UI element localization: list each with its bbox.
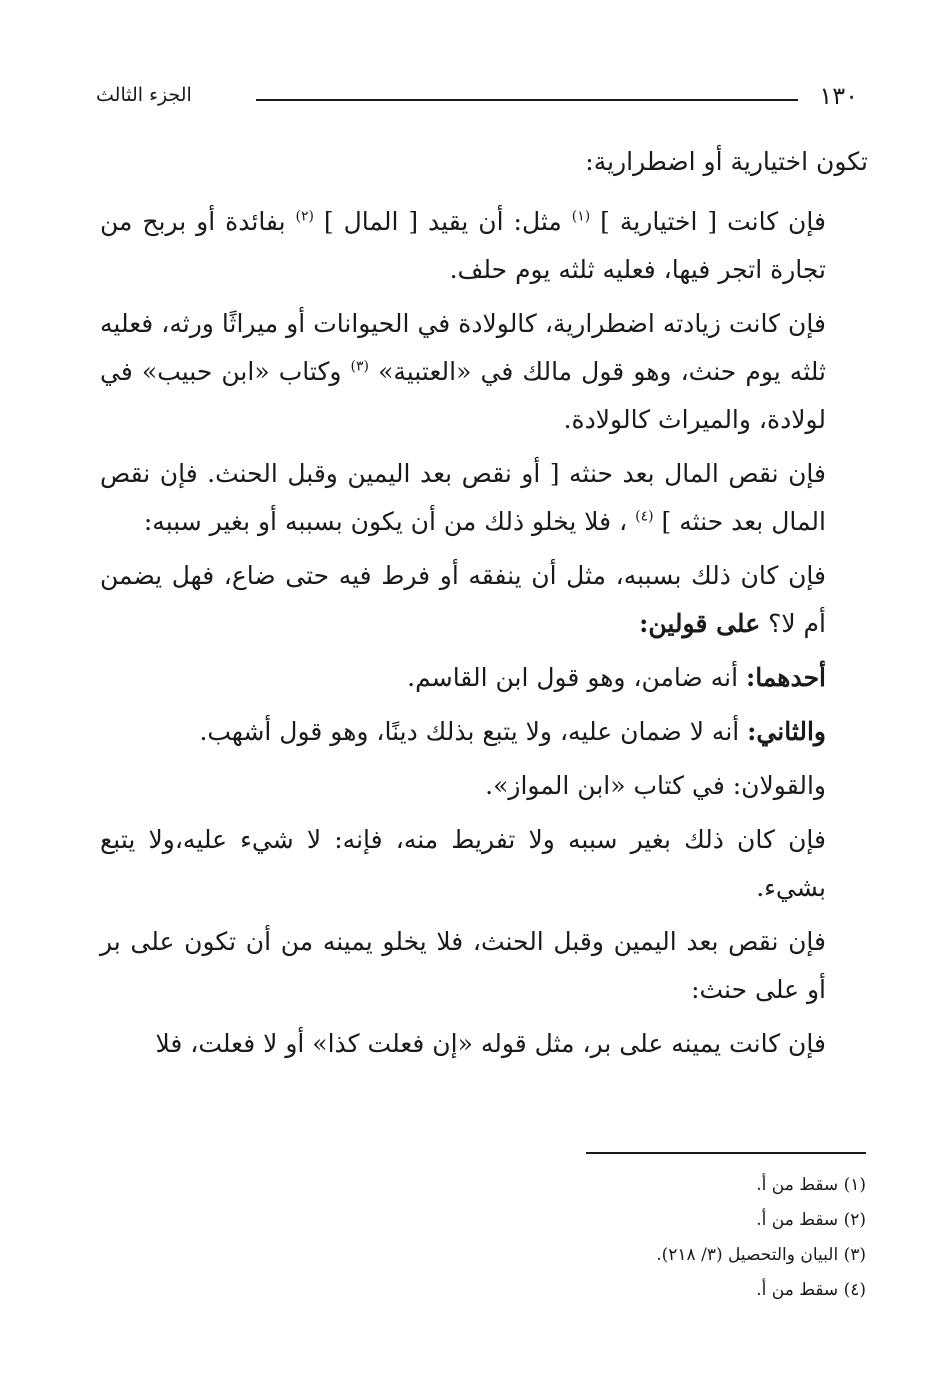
footnote-rule xyxy=(586,1152,866,1154)
paragraph: فإن كانت يمينه على بر، مثل قوله «إن فعلت كذا» أو لا فعلت، فلا xyxy=(155,1029,826,1058)
footnote-ref: (٣) xyxy=(350,358,369,375)
page-number: ١٣٠ xyxy=(819,82,858,110)
paragraph: والقولان: في كتاب «ابن المواز». xyxy=(485,771,826,800)
footnote-ref: (١) xyxy=(571,208,591,225)
paragraph: فإن نقص بعد اليمين وقبل الحنث، فلا يخلو يمينه من أن تكون على بر أو على حنث: xyxy=(100,927,826,1004)
paragraph: فإن كان ذلك بسببه، مثل أن ينفقه أو فرط فيه حتى ضاع، فهل يضمن أم لا؟ على قولين: xyxy=(100,561,826,638)
paragraph: فإن كانت [ اختيارية ] $^{(١)}$ مثل: أن يقيد [ المال ] $^{(٢)}$ بفائدة أو بربح من تجارة اتجر فيها، فعليه ثلثه يوم حلف. xyxy=(100,207,826,284)
footnote-ref: (٤) xyxy=(635,508,654,525)
footnotes xyxy=(366,1168,866,1308)
paragraph: أحدهما: أنه ضامن، وهو قول ابن القاسم. xyxy=(407,663,826,692)
page-header xyxy=(96,82,858,118)
footnote-ref: (٢) xyxy=(295,208,314,225)
paragraph: فإن كان ذلك بغير سببه ولا تفريط منه، فإنه: لا شيء عليه،ولا يتبع بشيء. xyxy=(100,825,826,902)
bold-lead: والثاني: xyxy=(747,717,826,746)
paragraph: تكون اختيارية أو اضطرارية: xyxy=(585,147,868,176)
main-text xyxy=(100,138,868,1074)
footnote: (٢) سقط من أ. xyxy=(756,1210,866,1230)
paragraph: فإن نقص المال بعد حنثه [ أو نقص بعد اليمين وقبل الحنث. فإن نقص المال بعد حنثه ] $^{(٤)}$ ، فلا يخلو ذلك من أن يكون بسببه أو بغير سببه: xyxy=(100,459,826,536)
paragraph: فإن كانت زيادته اضطرارية، كالولادة في الحيوانات أو ميراثًا ورثه، فعليه ثلثه يوم حنث، وهو قول مالك في «العتبية» $^{(٣)}$ وكتاب «ابن حبيب» في لولادة، والميراث كالولادة. xyxy=(100,309,826,434)
footnote: (٣) البيان والتحصيل (٣/ ٢١٨). xyxy=(656,1245,866,1265)
part-title: الجزء الثالث xyxy=(96,84,192,106)
bold-phrase: على قولين: xyxy=(639,609,761,638)
footnote: (٤) سقط من أ. xyxy=(756,1280,866,1300)
header-rule xyxy=(256,99,798,101)
paragraph: والثاني: أنه لا ضمان عليه، ولا يتبع بذلك دينًا، وهو قول أشهب. xyxy=(199,717,826,746)
bold-lead: أحدهما: xyxy=(745,663,826,692)
footnote: (١) سقط من أ. xyxy=(756,1175,866,1195)
